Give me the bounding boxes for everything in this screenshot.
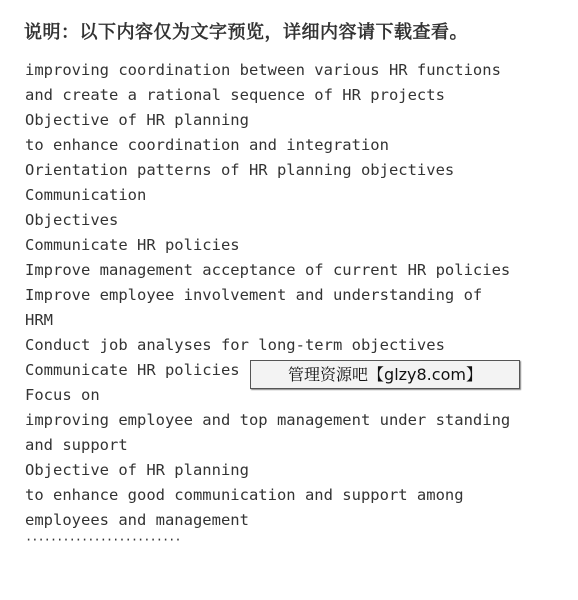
text-line: and support	[25, 436, 128, 454]
text-line: HRM	[25, 311, 53, 329]
text-line: Orientation patterns of HR planning objectives	[25, 161, 455, 179]
text-line: Improve management acceptance of current HR policies	[25, 261, 511, 279]
text-line: to enhance good communication and support among	[25, 486, 464, 504]
text-line: Objectives	[25, 211, 119, 229]
text-line: Communicate HR policies	[25, 361, 240, 379]
text-line: Focus on	[25, 386, 100, 404]
text-line: Objective of HR planning	[25, 461, 249, 479]
text-line: and create a rational sequence of HR projects	[25, 86, 445, 104]
more-content-indicator: ·························	[25, 533, 181, 547]
text-line: Objective of HR planning	[25, 111, 249, 129]
text-line: improving coordination between various HR functions	[25, 61, 501, 79]
text-line: Conduct job analyses for long-term objectives	[25, 336, 445, 354]
site-watermark-badge: 管理资源吧【glzy8.com】	[250, 360, 520, 389]
preview-text-body	[25, 58, 565, 533]
text-line: Communicate HR policies	[25, 236, 240, 254]
text-line: to enhance coordination and integration	[25, 136, 389, 154]
text-line: improving employee and top management under standing	[25, 411, 511, 429]
preview-notice: 说明：以下内容仅为文字预览，详细内容请下载查看。	[24, 22, 468, 43]
text-line: Improve employee involvement and understanding of	[25, 286, 483, 304]
text-line: Communication	[25, 186, 147, 204]
text-line: employees and management	[25, 511, 249, 529]
